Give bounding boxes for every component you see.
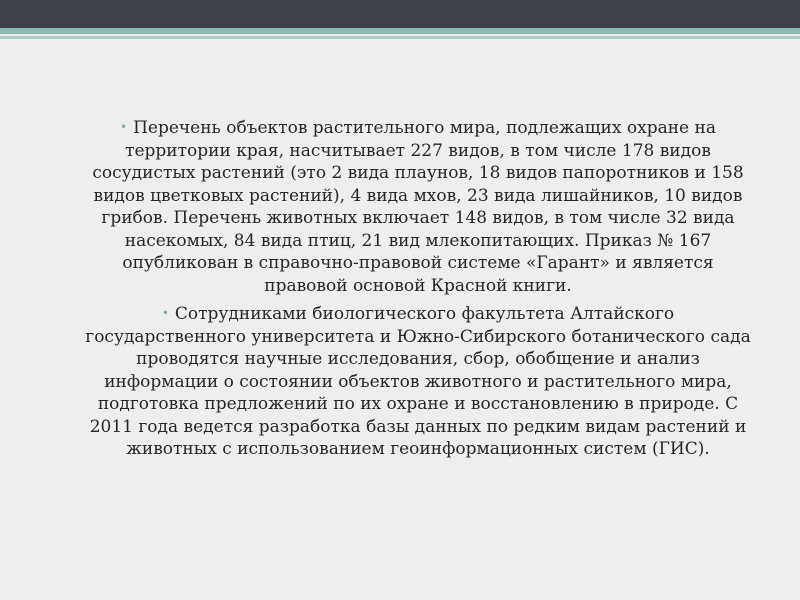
accent-line-thin <box>0 36 800 39</box>
accent-line <box>0 28 800 34</box>
bullet-icon: • <box>161 306 169 320</box>
bullet-item-2 <box>80 302 756 461</box>
slide-content <box>80 116 756 466</box>
bullet-text-2: Сотрудниками биологического факультета Алтайского государственного университета и Южно-Сибирского ботанического сада проводятся научные исследования, сбор, обобщение и анализ информации о состоянии объектов животного и растительного мира, подготовка предложений по их охране и восстановлению в природе. С 2011 года ведется разработка базы данных по редким видам растений и животных с использованием геоинформационных систем (ГИС). <box>85 304 751 459</box>
header-band <box>0 0 800 28</box>
bullet-text-1: Перечень объектов растительного мира, подлежащих охране на территории края, насчитывает 227 видов, в том числе 178 видов сосудистых растений (это 2 вида плаунов, 18 видов папоротников и 158 видов цветковых растений), 4 вида мхов, 23 вида лишайников, 10 видов грибов. Перечень животных включает 148 видов, в том числе 32 вида насекомых, 84 вида птиц, 21 вид млекопитающих. Приказ № 167 опубликован в справочно-правовой системе «Гарант» и является правовой основой Красной книги. <box>92 118 744 296</box>
bullet-item-1 <box>80 116 756 297</box>
bullet-icon: • <box>120 120 128 134</box>
